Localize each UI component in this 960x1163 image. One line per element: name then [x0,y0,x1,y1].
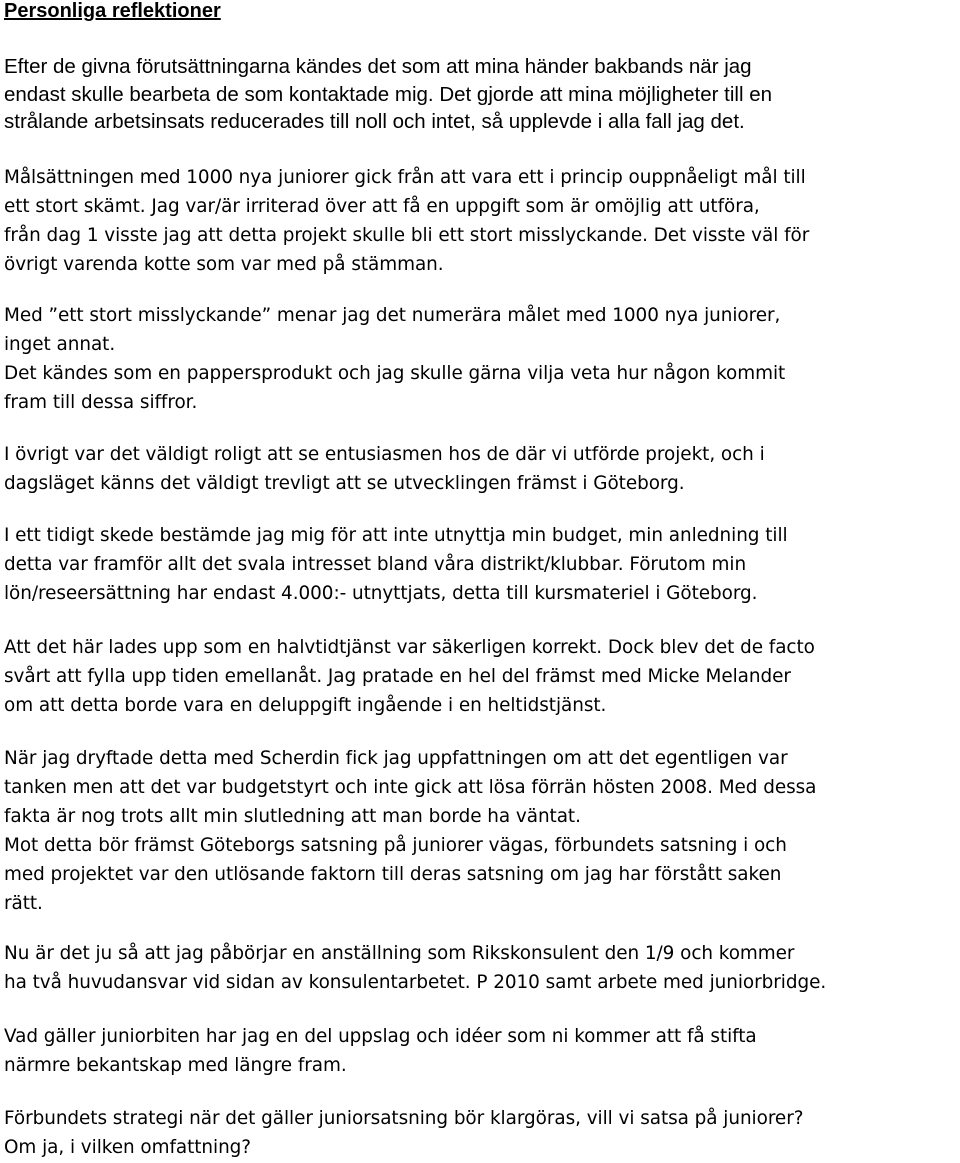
document-page [4,0,958,1158]
document-heading: Personliga reflektioner [4,0,221,22]
paragraph-9: Vad gäller juniorbiten har jag en del uppslag och idéer som ni kommer att få stifta närmre bekantskap med längre fram. [4,1026,757,1076]
paragraph-4: I övrigt var det väldigt roligt att se entusiasmen hos de där vi utförde projekt, och i dagsläget känns det väldigt trevligt att se utvecklingen främst i Göteborg. [4,444,765,494]
paragraph-3: Med ”ett stort misslyckande” menar jag det numerära målet med 1000 nya juniorer, inget annat. Det kändes som en pappersprodukt och jag skulle gärna vilja veta hur någon kommit fram till dessa siffror. [4,305,786,413]
paragraph-8: Nu är det ju så att jag påbörjar en anställning som Rikskonsulent den 1/9 och kommer ha två huvudansvar vid sidan av konsulentarbetet. P 2010 samt arbete med juniorbridge. [4,943,827,993]
paragraph-2: Målsättningen med 1000 nya juniorer gick från att vara ett i princip ouppnåeligt mål till ett stort skämt. Jag var/är irriterad över att få en uppgift som är omöjlig att utföra, från dag 1 visste jag att detta projekt skulle bli ett stort misslyckande. Det visste väl för övrigt varenda kotte som var med på stämman. [4,167,810,275]
paragraph-7: När jag dryftade detta med Scherdin fick jag uppfattningen om att det egentligen var tanken men att det var budgetstyrt och inte gick att lösa förrän hösten 2008. Med dessa fakta är nog trots allt min slutledning att man borde ha väntat. Mot detta bör främst Göteborgs satsning på juniorer vägas, förbundets satsning i och med projektet var den utlösande faktorn till deras satsning om jag har förstått saken rätt. [4,748,817,914]
paragraph-5: I ett tidigt skede bestämde jag mig för att inte utnyttja min budget, min anledning till detta var framför allt det svala intresset bland våra distrikt/klubbar. Förutom min lön/reseersättning har endast 4.000:- utnyttjats, detta till kursmateriel i Göteborg. [4,525,788,604]
paragraph-10: Förbundets strategi när det gäller juniorsatsning bör klargöras, vill vi satsa på juniorer? Om ja, i vilken omfattning? [4,1108,804,1158]
paragraph-1: Efter de givna förutsättningarna kändes det som att mina händer bakbands när jag endast skulle bearbeta de som kontaktade mig. Det gjorde att mina möjligheter till en strålande arbetsinsats reducerades till noll och intet, så upplevde i alla fall jag det. [4,55,773,133]
paragraph-6: Att det här lades upp som en halvtidtjänst var säkerligen korrekt. Dock blev det de facto svårt att fylla upp tiden emellanåt. Jag pratade en hel del främst med Micke Melander om att detta borde vara en deluppgift ingående i en heltidstjänst. [4,637,815,716]
